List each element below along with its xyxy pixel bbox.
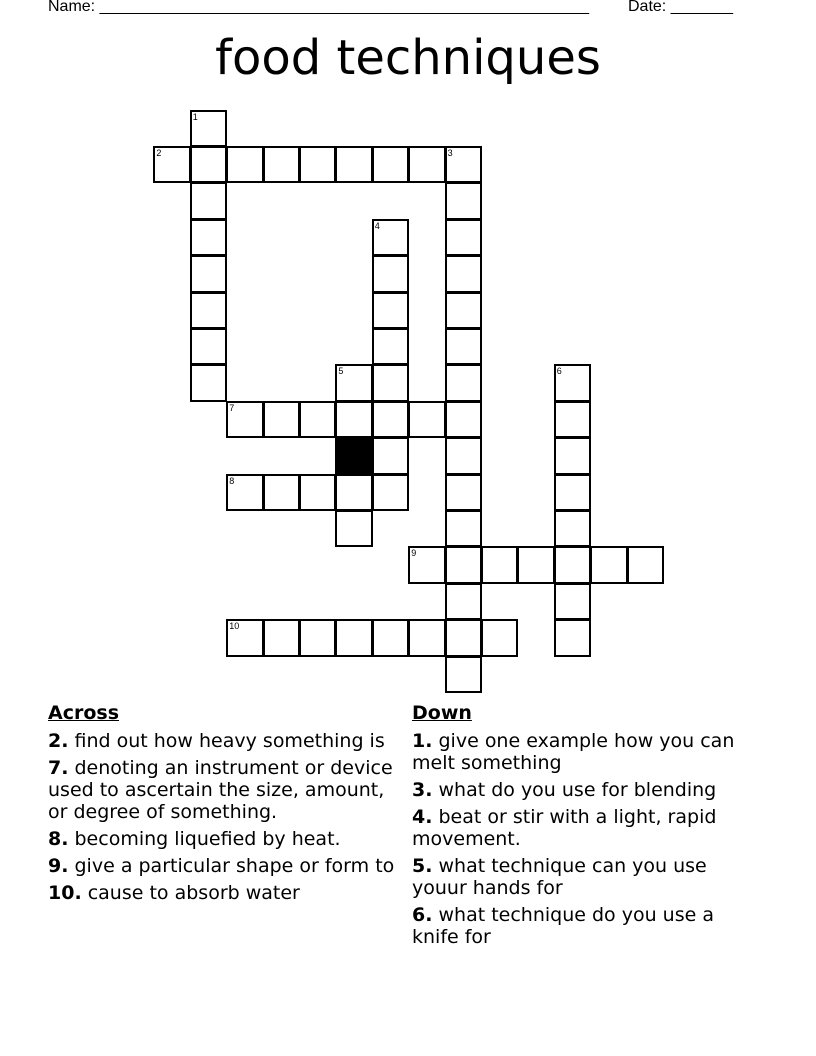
across-clue <box>48 828 400 850</box>
crossword-cell[interactable] <box>445 292 482 329</box>
crossword-cell[interactable] <box>554 437 591 474</box>
clue-text: give a particular shape or form to <box>74 855 395 877</box>
crossword-cell[interactable] <box>554 474 591 511</box>
crossword-cell[interactable] <box>445 146 482 183</box>
crossword-cell[interactable] <box>554 401 591 438</box>
crossword-cell[interactable] <box>372 437 409 474</box>
crossword-cell[interactable] <box>445 437 482 474</box>
crossword-cell[interactable] <box>335 510 372 547</box>
crossword-cell[interactable] <box>335 619 372 656</box>
down-clue <box>412 806 752 850</box>
crossword-cell[interactable] <box>299 619 336 656</box>
crossword-cell[interactable] <box>627 546 664 583</box>
crossword-cell[interactable] <box>445 364 482 401</box>
crossword-cell[interactable] <box>226 619 263 656</box>
clue-number: 1. <box>412 730 433 752</box>
clue-number: 3. <box>412 779 433 801</box>
clue-text: becoming liquefied by heat. <box>74 828 341 850</box>
crossword-cell[interactable] <box>153 146 190 183</box>
crossword-cell[interactable] <box>190 328 227 365</box>
crossword-cell[interactable] <box>190 255 227 292</box>
crossword-cell[interactable] <box>263 474 300 511</box>
crossword-cell[interactable] <box>445 583 482 620</box>
crossword-cell[interactable] <box>299 401 336 438</box>
clue-number-label: 5 <box>338 366 344 377</box>
clue-number: 5. <box>412 855 433 877</box>
clue-text: beat or stir with a light, rapid movement. <box>412 806 717 850</box>
crossword-cell[interactable] <box>445 474 482 511</box>
name-field-label: Name: _______________________________________________________ <box>48 0 589 15</box>
crossword-cell[interactable] <box>263 146 300 183</box>
crossword-cell[interactable] <box>408 619 445 656</box>
crossword-cell[interactable] <box>335 146 372 183</box>
crossword-cell[interactable] <box>335 401 372 438</box>
date-field-label: Date: _______ <box>628 0 733 15</box>
crossword-cell[interactable] <box>372 401 409 438</box>
crossword-cell[interactable] <box>372 219 409 256</box>
across-clue <box>48 855 400 877</box>
crossword-cell[interactable] <box>335 364 372 401</box>
across-clue <box>48 882 400 904</box>
crossword-cell[interactable] <box>517 546 554 583</box>
crossword-cell[interactable] <box>408 546 445 583</box>
clue-number-label: 4 <box>374 220 380 231</box>
crossword-cell[interactable] <box>299 474 336 511</box>
down-clue <box>412 730 752 774</box>
clue-number: 2. <box>48 730 69 752</box>
clue-number: 7. <box>48 757 69 779</box>
clue-number-label: 6 <box>556 366 562 377</box>
clue-text: give one example how you can melt something <box>412 730 735 774</box>
clue-number-label: 7 <box>229 402 235 413</box>
crossword-cell[interactable] <box>372 292 409 329</box>
clue-number: 9. <box>48 855 69 877</box>
crossword-cell[interactable] <box>299 146 336 183</box>
clue-text: what do you use for blending <box>438 779 717 801</box>
crossword-cell[interactable] <box>554 583 591 620</box>
crossword-cell[interactable] <box>226 401 263 438</box>
crossword-cell[interactable] <box>372 255 409 292</box>
crossword-cell[interactable] <box>263 401 300 438</box>
crossword-cell[interactable] <box>445 328 482 365</box>
crossword-cell[interactable] <box>445 656 482 693</box>
crossword-cell[interactable] <box>372 328 409 365</box>
crossword-cell[interactable] <box>190 364 227 401</box>
crossword-cell[interactable] <box>190 110 227 147</box>
crossword-cell[interactable] <box>445 255 482 292</box>
crossword-cell[interactable] <box>263 619 300 656</box>
crossword-cell[interactable] <box>372 474 409 511</box>
crossword-cell[interactable] <box>372 619 409 656</box>
clue-text: what technique can you use youur hands for <box>412 855 707 899</box>
across-clues <box>48 702 400 909</box>
crossword-cell[interactable] <box>554 510 591 547</box>
clue-number: 10. <box>48 882 82 904</box>
clue-text: cause to absorb water <box>87 882 300 904</box>
crossword-cell[interactable] <box>481 619 518 656</box>
crossword-cell[interactable] <box>190 146 227 183</box>
clue-number-label: 1 <box>192 111 198 122</box>
down-clue <box>412 904 752 948</box>
clue-text: what technique do you use a knife for <box>412 904 714 948</box>
clue-number: 4. <box>412 806 433 828</box>
crossword-cell[interactable] <box>554 364 591 401</box>
down-clue <box>412 779 752 801</box>
clue-number: 6. <box>412 904 433 926</box>
down-clue <box>412 855 752 899</box>
crossword-cell[interactable] <box>190 292 227 329</box>
crossword-cell[interactable] <box>408 146 445 183</box>
clue-number-label: 9 <box>411 548 417 559</box>
clue-number-label: 2 <box>156 148 162 158</box>
crossword-cell[interactable] <box>554 619 591 656</box>
crossword-cell[interactable] <box>445 619 482 656</box>
crossword-cell[interactable] <box>554 546 591 583</box>
puzzle-title: food techniques <box>215 30 601 86</box>
across-clue <box>48 730 400 752</box>
crossword-cell[interactable] <box>408 401 445 438</box>
crossword-cell[interactable] <box>190 219 227 256</box>
clue-number-label: 3 <box>447 148 453 158</box>
down-clues <box>412 702 752 953</box>
crossword-cell[interactable] <box>190 182 227 219</box>
crossword-cell[interactable] <box>445 546 482 583</box>
crossword-cell[interactable] <box>445 401 482 438</box>
across-heading: Across <box>48 702 120 724</box>
crossword-cell[interactable] <box>226 474 263 511</box>
clue-number: 8. <box>48 828 69 850</box>
across-clue <box>48 757 400 823</box>
clue-text: denoting an instrument or device used to ascertain the size, amount, or degree of something. <box>48 757 393 823</box>
crossword-cell[interactable] <box>226 146 263 183</box>
crossword-cell[interactable] <box>372 364 409 401</box>
clue-number-label: 10 <box>229 621 240 632</box>
clue-text: find out how heavy something is <box>74 730 385 752</box>
crossword-cell[interactable] <box>445 219 482 256</box>
down-heading: Down <box>412 702 472 724</box>
crossword-cell[interactable] <box>445 510 482 547</box>
crossword-cell[interactable] <box>372 146 409 183</box>
crossword-cell[interactable] <box>481 546 518 583</box>
crossword-cell[interactable] <box>335 474 372 511</box>
clue-number-label: 8 <box>229 475 235 486</box>
crossword-cell[interactable] <box>445 182 482 219</box>
crossword-cell[interactable] <box>590 546 627 583</box>
crossword-black-cell <box>335 437 372 474</box>
